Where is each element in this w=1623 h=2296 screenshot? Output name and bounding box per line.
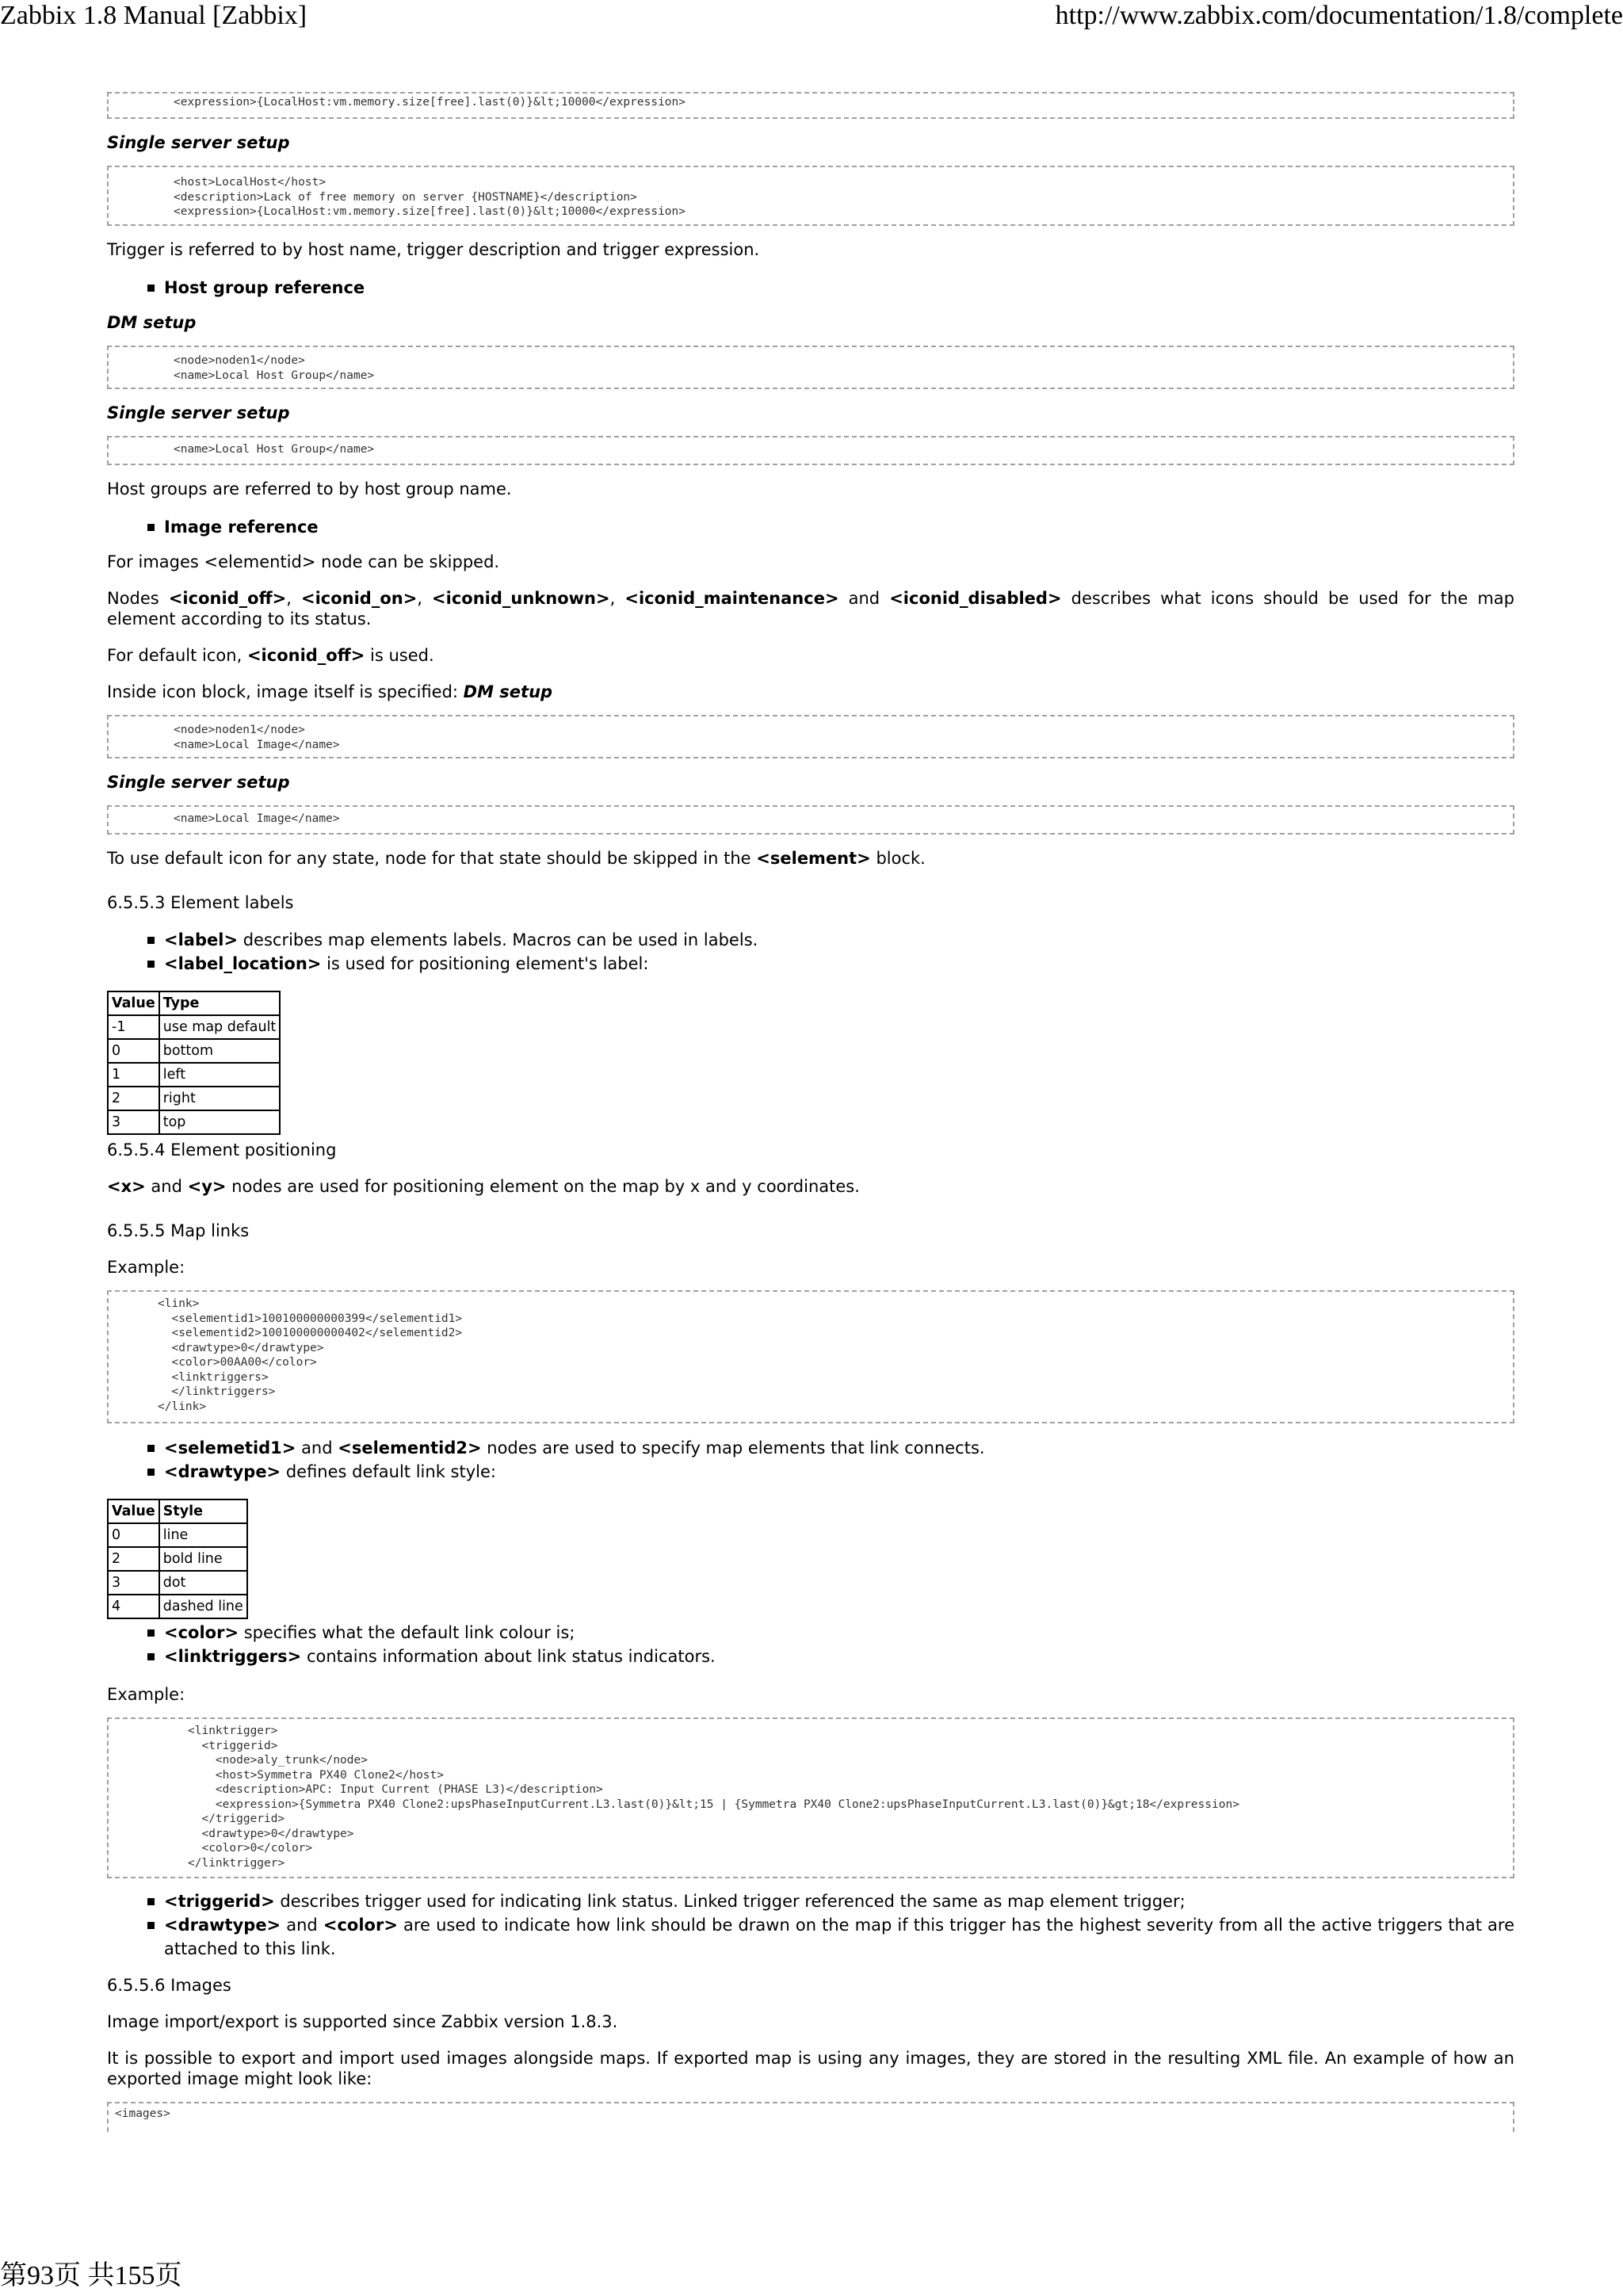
table-cell: 2 [108, 1547, 159, 1571]
bullet-linktriggers: <linktriggers> contains information about link status indicators. [164, 1645, 1514, 1668]
paragraph-example-2: Example: [107, 1685, 185, 1704]
header-title: Zabbix 1.8 Manual [Zabbix] [0, 1, 307, 30]
section-heading-map-links: 6.5.5.5 Map links [107, 1221, 250, 1240]
code-block-single-image: <name>Local Image</name> [107, 805, 1514, 835]
code-block-expression: <expression>{LocalHost:vm.memory.size[free].last(0)}&lt;10000</expression> [107, 92, 1514, 119]
bullet-drawtype-color: <drawtype> and <color> are used to indicate how link should be drawn on the map if this trigger has the highest severity from all the active triggers that are attached to this link. [164, 1913, 1514, 1961]
code-block-dm-hostgroup: <node>noden1</node> <name>Local Host Group</name> [107, 346, 1514, 389]
table-cell: bold line [159, 1547, 247, 1571]
paragraph-image-support: Image import/export is supported since Zabbix version 1.8.3. [107, 2012, 618, 2031]
table-cell: bottom [159, 1039, 281, 1063]
bullet-triggerid: <triggerid> describes trigger used for indicating link status. Linked trigger referenced the same as map element trigger; [164, 1889, 1514, 1913]
subheading-single-server: Single server setup [107, 133, 290, 152]
table-cell: 0 [108, 1039, 159, 1063]
paragraph-image-export: It is possible to export and import used images alongside maps. If exported map is using any images, they are stored in the resulting XML file. An example of how an exported image might look like: [107, 2049, 1514, 2088]
subheading-dm-setup: DM setup [107, 313, 197, 332]
code-block-single-hostgroup: <name>Local Host Group</name> [107, 436, 1514, 465]
table-header-value: Value [108, 991, 159, 1015]
table-header-row [108, 1499, 247, 1523]
header-url: http://www.zabbix.com/documentation/1.8/complete [1055, 1, 1623, 30]
link-style-table [107, 1499, 248, 1619]
table-header-value: Value [108, 1499, 159, 1523]
table-cell: dot [159, 1571, 247, 1595]
table-cell: top [159, 1110, 281, 1134]
paragraph-example-1: Example: [107, 1258, 185, 1277]
code-block-single-server: <host>LocalHost</host> <description>Lack of free memory on server {HOSTNAME}</description> <expression>{LocalHost:vm.memory.size[free].last(0)}&lt;10000</expression> [107, 166, 1514, 226]
subheading-single-server-3: Single server setup [107, 773, 290, 792]
code-block-dm-image: <node>noden1</node> <name>Local Image</name> [107, 715, 1514, 758]
table-row [108, 1571, 247, 1595]
table-row [108, 1595, 247, 1618]
code-block-link-example: <link> <selementid1>100100000000399</selementid1> <selementid2>100100000000402</selementid2> <drawtype>0</drawtype> <color>00AA00</color> <linktriggers> </linktriggers> </link> [107, 1290, 1514, 1423]
bullet-host-group-reference: Host group reference [164, 276, 1514, 300]
table-cell: 1 [108, 1063, 159, 1087]
table-cell: -1 [108, 1015, 159, 1039]
table-row [108, 1110, 280, 1134]
paragraph-default-icon: For default icon, <iconid_off> is used. [107, 646, 434, 665]
code-block-linktrigger-example: <linktrigger> <triggerid> <node>aly_trunk</node> <host>Symmetra PX40 Clone2</host> <description>APC: Input Current (PHASE L3)</description> <expression>{Symmetra PX40 Clone2:upsPhaseInputCurrent.L3.last(0)}&lt;15 | {Symmetra PX40 Clone2:upsPhaseInputCurrent.L3.last(0)}&gt;18</expression> </triggerid> <drawtype>0</drawtype> <color>0</color> </linktrigger> [107, 1717, 1514, 1878]
table-cell: use map default [159, 1015, 281, 1039]
table-cell: line [159, 1523, 247, 1547]
paragraph-icon-nodes: Nodes <iconid_off>, <iconid_on>, <iconid_unknown>, <iconid_maintenance> and <iconid_disabled> describes what icons should be used for the map element according to its status. [107, 589, 1514, 628]
table-row [108, 1015, 280, 1039]
bullet-drawtype: <drawtype> defines default link style: [164, 1460, 1514, 1484]
document-body [107, 92, 1514, 2132]
bullet-image-reference: Image reference [164, 515, 1514, 539]
section-heading-images: 6.5.5.6 Images [107, 1976, 231, 1995]
table-header-style: Style [159, 1499, 247, 1523]
table-row [108, 1547, 247, 1571]
paragraph-images-skip: For images <elementid> node can be skipped. [107, 552, 500, 571]
section-heading-element-labels: 6.5.5.3 Element labels [107, 893, 294, 912]
bullet-color: <color> specifies what the default link colour is; [164, 1621, 1514, 1645]
table-cell: left [159, 1063, 281, 1087]
table-cell: 3 [108, 1571, 159, 1595]
paragraph-trigger-reference: Trigger is referred to by host name, trigger description and trigger expression. [107, 240, 760, 259]
table-cell: 3 [108, 1110, 159, 1134]
bullet-selementid: <selemetid1> and <selementid2> nodes are used to specify map elements that link connects. [164, 1436, 1514, 1460]
table-cell: 0 [108, 1523, 159, 1547]
bullet-label: <label> describes map elements labels. Macros can be used in labels. [164, 928, 1514, 952]
table-row [108, 1523, 247, 1547]
table-header-type: Type [159, 991, 281, 1015]
section-heading-element-positioning: 6.5.5.4 Element positioning [107, 1140, 337, 1159]
paragraph-host-groups: Host groups are referred to by host group name. [107, 479, 512, 499]
table-row [108, 1087, 280, 1110]
paragraph-xy-nodes: <x> and <y> nodes are used for positioning element on the map by x and y coordinates. [107, 1177, 860, 1196]
table-cell: dashed line [159, 1595, 247, 1618]
paragraph-inside-icon-block: Inside icon block, image itself is specified: DM setup [107, 682, 553, 701]
code-block-images: <images> [107, 2102, 1514, 2132]
table-header-row [108, 991, 280, 1015]
bullet-label-location: <label_location> is used for positioning element's label: [164, 952, 1514, 976]
paragraph-use-default-icon: To use default icon for any state, node for that state should be skipped in the <selement> block. [107, 849, 926, 868]
table-row [108, 1039, 280, 1063]
table-row [108, 1063, 280, 1087]
label-location-table [107, 991, 281, 1135]
table-cell: right [159, 1087, 281, 1110]
subheading-single-server-2: Single server setup [107, 403, 290, 422]
footer-page-number: 第93页 共155页 [0, 2261, 182, 2290]
table-cell: 4 [108, 1595, 159, 1618]
table-cell: 2 [108, 1087, 159, 1110]
